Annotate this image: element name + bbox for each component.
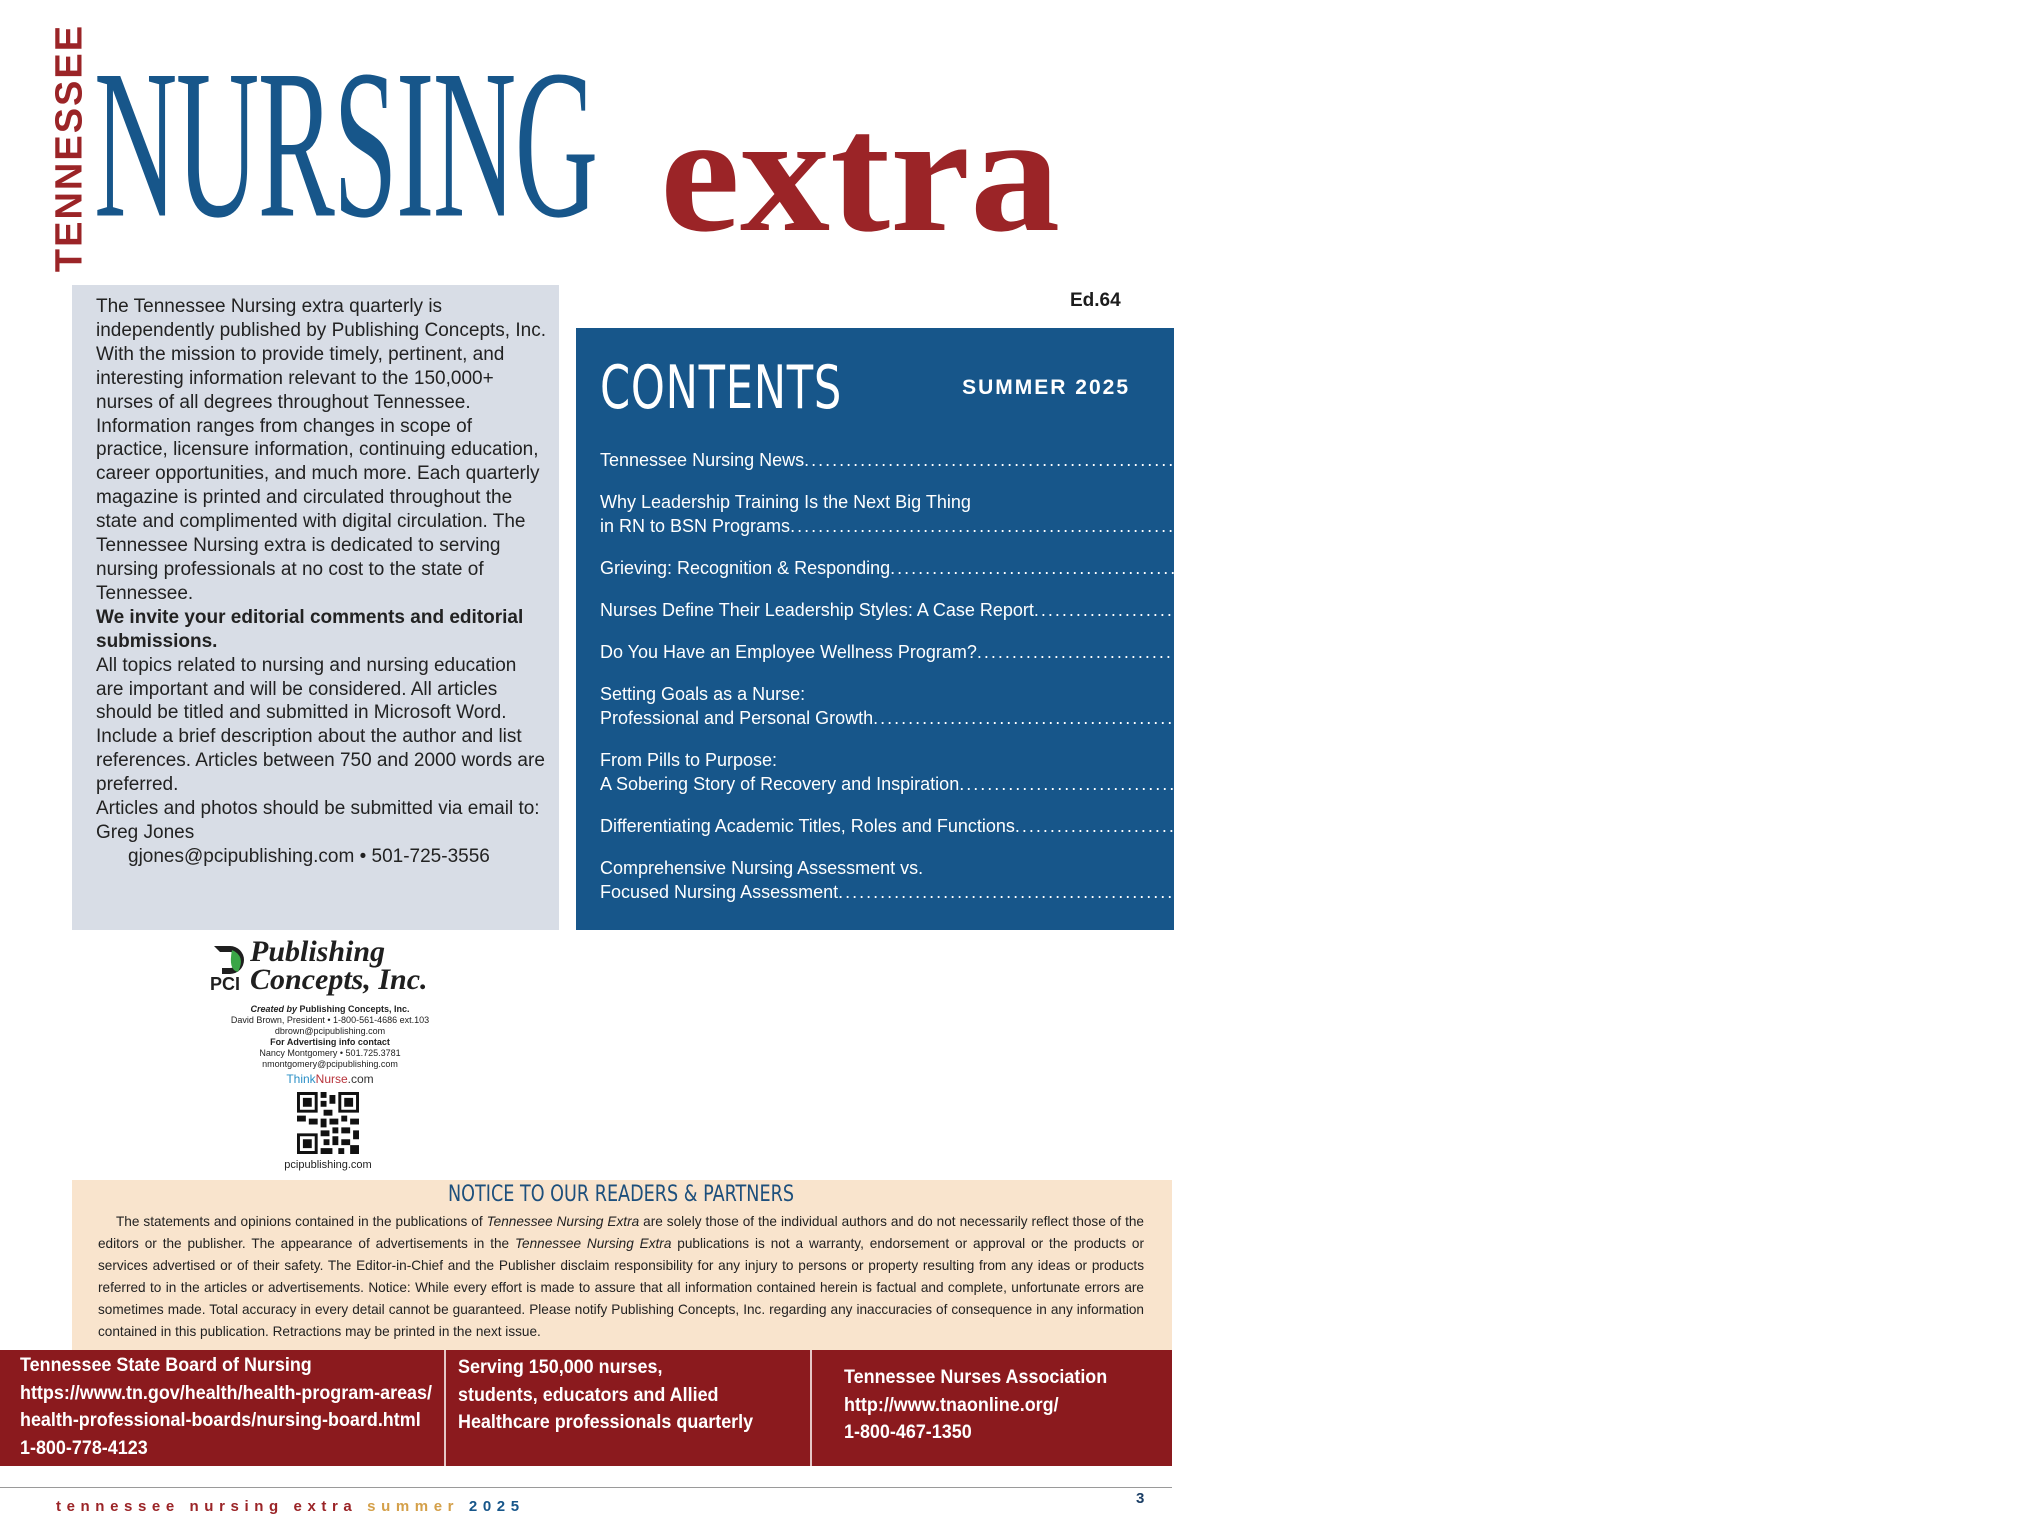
toc-leader (977, 640, 1947, 664)
submission-email: gjones@pcipublishing.com • 501-725-3556 (128, 845, 490, 867)
masthead (0, 0, 1200, 280)
toc-leader (873, 706, 1843, 730)
notice-title: NOTICE TO OUR READERS & PARTNERS (447, 1182, 794, 1207)
toc-item-title: Do You Have an Employee Wellness Program? (600, 642, 977, 662)
serving-info: Serving 150,000 nurses, students, educators and Allied Healthcare professionals quarterly (446, 1350, 812, 1466)
toc-page-number: 20 (1946, 642, 1967, 662)
masthead-nursing: NURSING (94, 26, 597, 263)
toc-item-title: Comprehensive Nursing Assessment vs. (600, 858, 924, 878)
toc-leader (1034, 598, 2004, 622)
toc-page-number: 13 (1859, 558, 1880, 578)
editorial-info-box (72, 285, 559, 930)
toc-page-number: 28 (1807, 882, 1828, 902)
invite-text: We invite your editorial comments and editorial submissions. (96, 606, 524, 652)
board-url-cont[interactable]: health-professional-boards/nursing-board.html (20, 1409, 421, 1431)
contents-box (576, 328, 2024, 930)
thinknurse-link[interactable]: ThinkNurse.com (286, 1072, 374, 1086)
folio: tennessee nursing extra summer 2025 (56, 1498, 525, 1515)
toc-item[interactable] (600, 814, 2005, 838)
toc-item[interactable] (600, 448, 1784, 472)
toc-page-number: 9 (1759, 516, 1770, 536)
toc-page-number: 4 (1773, 450, 1784, 470)
notice-box (72, 1180, 1172, 1350)
toc-page-number: 26 (1984, 816, 2005, 836)
toc-item[interactable] (600, 682, 1863, 730)
pci-mark: PCI (210, 974, 241, 994)
submission-details: All topics related to nursing and nursing education are important and will be considered. All articles should be titled and submitted in Microsoft Word. Include a brief description about the author and list references. Articles between 750 and 2000 words are preferred. (96, 654, 545, 796)
tna-info: Tennessee Nurses Association http://www.tnaonline.org/ 1-800-467-1350 (812, 1350, 1172, 1466)
toc-item-title: Why Leadership Training Is the Next Big Thing (600, 492, 971, 512)
toc-leader (1015, 814, 1985, 838)
masthead-state: TENNESSEE (48, 23, 91, 273)
submission-contact-line: Articles and photos should be submitted via email to: Greg Jones (96, 798, 540, 843)
toc-page-number: 15 (2003, 600, 2024, 620)
toc-item[interactable] (600, 556, 1880, 580)
toc-item[interactable] (600, 748, 1950, 796)
toc-item-title: Grieving: Recognition & Responding (600, 558, 891, 578)
footer-rule (0, 1487, 1172, 1488)
toc-item-title-cont: Professional and Personal Growth (600, 708, 874, 728)
toc-item-title-cont: in RN to BSN Programs (600, 516, 791, 536)
toc-item-title: From Pills to Purpose: (600, 750, 778, 770)
edition-label: Ed.64 (1070, 290, 1121, 311)
publisher-name: Publishing Concepts, Inc. (250, 935, 428, 996)
tna-url[interactable]: http://www.tnaonline.org/ (844, 1393, 1059, 1416)
publisher-url[interactable]: pcipublishing.com (284, 1159, 372, 1171)
toc-item-title: Tennessee Nursing News (600, 450, 805, 470)
publisher-block (200, 935, 500, 1178)
notice-text: The statements and opinions contained in the publications of Tennessee Nursing Extra are solely those of the individual authors and do not necessarily reflect those of the editors or the publisher. The appearance of advertisements in the Tennessee Nursing Extra publications is not a warranty, endorsement or approval or the products or services advertised or of their safety. The Editor-in-Chief and the Publisher disclaim responsibility for any injury to persons or property resulting from any ideas or products referred to in the articles or advertisements. Notice: While every effort is made to assure that all information contained herein is factual and complete, unfortunate errors are sometimes made. Total accuracy in every detail cannot be guaranteed. Please notify Publishing Concepts, Inc. regarding any inaccuracies of consequence in any information contained in this publication. Retractions may be printed in the next issue. (98, 1214, 1144, 1339)
toc-page-number: 24 (1928, 774, 1950, 794)
board-url[interactable]: https://www.tn.gov/health/health-program-areas/ (20, 1381, 433, 1404)
toc-item[interactable] (600, 598, 2024, 622)
toc-leader (890, 556, 1860, 580)
toc-leader (959, 772, 1929, 796)
masthead-extra: extra (660, 79, 1061, 267)
contents-season: SUMMER 2025 (962, 376, 1130, 399)
contents-title: CONTENTS (600, 353, 843, 423)
intro-paragraph: The Tennessee Nursing extra quarterly is independently published by Publishing Concepts, Inc. With the mission to provide timely, pertinent, and interesting information relevant to the 150,000+ nurses of all degrees throughout Tennessee. Information ranges from changes in scope of practice, licensure information, continuing education, career opportunities, and much more. Each quarterly magazine is printed and circulated throughout the state and complimented with digital circulation. The Tennessee Nursing extra is dedicated to serving nursing professionals at no cost to the state of Tennessee. (96, 296, 546, 604)
toc-item[interactable] (600, 640, 1967, 664)
toc-leader (838, 880, 1808, 904)
toc-item-title-cont: Focused Nursing Assessment (600, 882, 839, 902)
toc-item[interactable] (600, 490, 1770, 538)
toc-item[interactable] (600, 856, 1828, 904)
board-of-nursing-info: Tennessee State Board of Nursing https://www.tn.gov/health/health-program-areas/ health-professional-boards/nursing-board.html 1-800-778-4123 (0, 1350, 446, 1466)
page-number: 3 (1136, 1490, 1145, 1507)
toc-item-title-cont: A Sobering Story of Recovery and Inspiration (600, 774, 960, 794)
toc-leader (804, 448, 1774, 472)
toc-list (600, 448, 2024, 922)
toc-leader (790, 514, 1760, 538)
toc-item-title: Nurses Define Their Leadership Styles: A Case Report (600, 600, 1034, 620)
toc-page-number: 23 (1842, 708, 1863, 728)
footer-band (0, 1350, 1172, 1466)
publisher-contacts: Created by Publishing Concepts, Inc. David Brown, President • 1-800-561-4686 ext.103 dbrown@pcipublishing.com For Advertising info contact Nancy Montgomery • 501.725.3781 nmontgomery@pcipublishing.com (230, 1004, 430, 1069)
toc-item-title: Differentiating Academic Titles, Roles and Functions (600, 816, 1015, 836)
qr-code-icon (297, 1092, 359, 1154)
toc-item-title: Setting Goals as a Nurse: (600, 684, 806, 704)
